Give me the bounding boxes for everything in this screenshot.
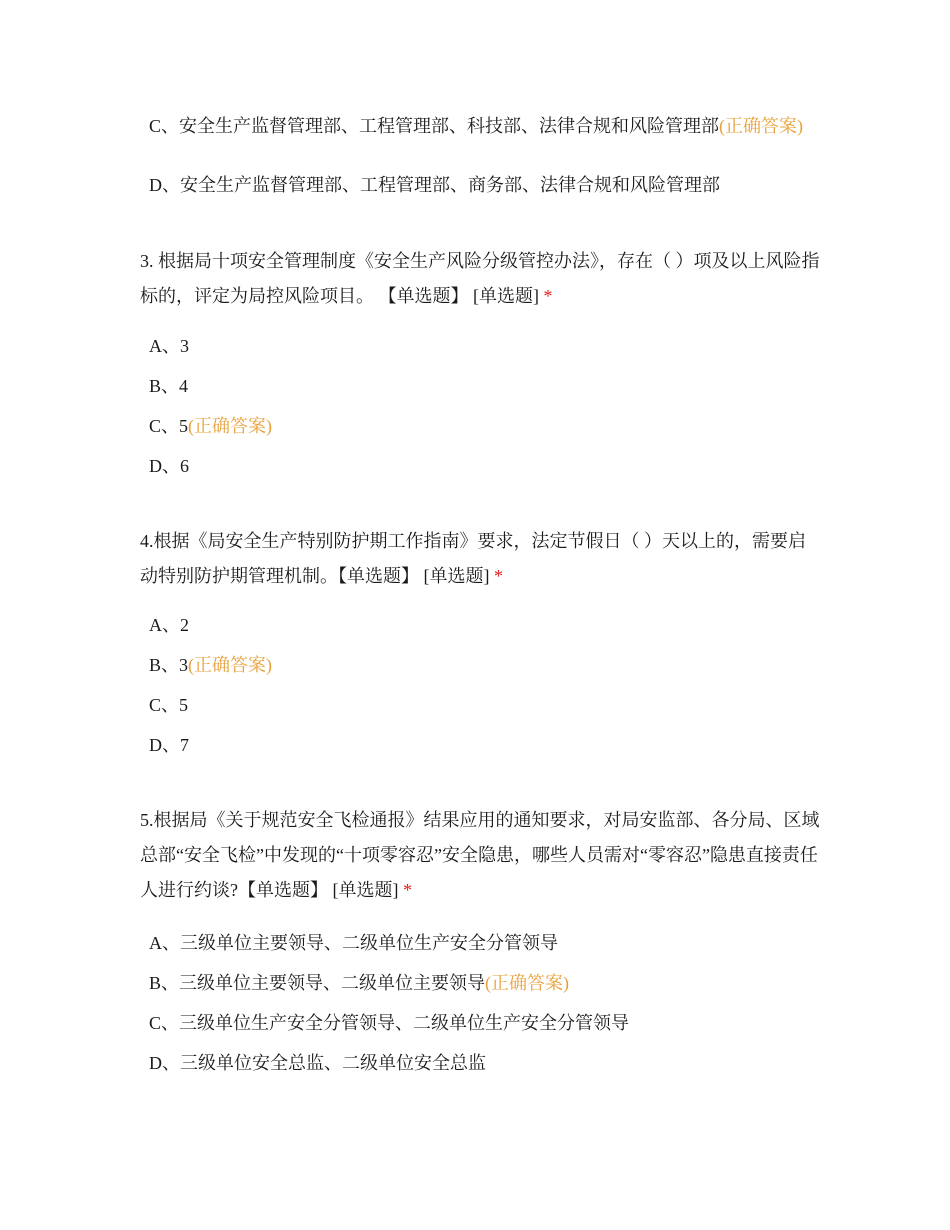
option-text: D、安全生产监督管理部、工程管理部、商务部、法律合规和风险管理部 — [149, 175, 720, 195]
required-marker: * — [402, 880, 412, 900]
option-d[interactable] — [140, 1052, 820, 1074]
correct-answer-mark: (正确答案) — [188, 655, 273, 675]
option-text: A、三级单位主要领导、二级单位生产安全分管领导 — [149, 933, 558, 953]
question-4 — [140, 524, 820, 594]
question-title — [140, 244, 820, 314]
question-text: 4.根据《局安全生产特别防护期工作指南》要求，法定节假日（ ）天以上的，需要启动特别防护期管理机制。【单选题】 [单选题] — [140, 531, 806, 586]
option-text: C、安全生产监督管理部、工程管理部、科技部、法律合规和风险管理部 — [149, 116, 720, 136]
option-b[interactable] — [140, 375, 820, 397]
correct-answer-mark: (正确答案) — [719, 116, 804, 136]
option-text: C、三级单位生产安全分管领导、二级单位生产安全分管领导 — [149, 1013, 630, 1033]
option-text: D、7 — [149, 735, 189, 755]
option-c[interactable] — [140, 694, 820, 716]
option-text: C、5 — [149, 695, 189, 715]
option-text: B、3 — [149, 655, 189, 675]
option-text: D、6 — [149, 456, 189, 476]
question-text: 3. 根据局十项安全管理制度《安全生产风险分级管控办法》，存在（ ）项及以上风险指标的，评定为局控风险项目。 【单选题】 [单选题] — [140, 251, 820, 306]
correct-answer-mark: (正确答案) — [188, 416, 273, 436]
option-text: C、5 — [149, 416, 189, 436]
question-text: 5.根据局《关于规范安全飞检通报》结果应用的通知要求，对局安监部、各分局、区域总部“安全飞检”中发现的“十项零容忍”安全隐患，哪些人员需对“零容忍”隐患直接责任人进行约谈?【单选题】 [单选题] — [140, 810, 820, 900]
option-d[interactable] — [140, 174, 820, 196]
question-title — [140, 803, 820, 908]
option-a[interactable] — [140, 335, 820, 357]
option-d[interactable] — [140, 455, 820, 477]
option-c[interactable] — [140, 115, 820, 137]
option-a[interactable] — [140, 614, 820, 636]
correct-answer-mark: (正确答案) — [485, 973, 570, 993]
option-text: D、三级单位安全总监、二级单位安全总监 — [149, 1053, 486, 1073]
option-text: B、三级单位主要领导、二级单位主要领导 — [149, 973, 486, 993]
option-b[interactable] — [140, 654, 820, 676]
option-b[interactable] — [140, 972, 820, 994]
option-text: A、3 — [149, 336, 189, 356]
option-d[interactable] — [140, 734, 820, 756]
question-title — [140, 524, 820, 594]
option-c[interactable] — [140, 1012, 820, 1034]
option-text: B、4 — [149, 376, 189, 396]
question-3 — [140, 244, 820, 314]
option-c[interactable] — [140, 415, 820, 437]
question-5 — [140, 803, 820, 908]
required-marker: * — [543, 286, 553, 306]
option-a[interactable] — [140, 932, 820, 954]
option-text: A、2 — [149, 615, 189, 635]
required-marker: * — [494, 566, 503, 586]
